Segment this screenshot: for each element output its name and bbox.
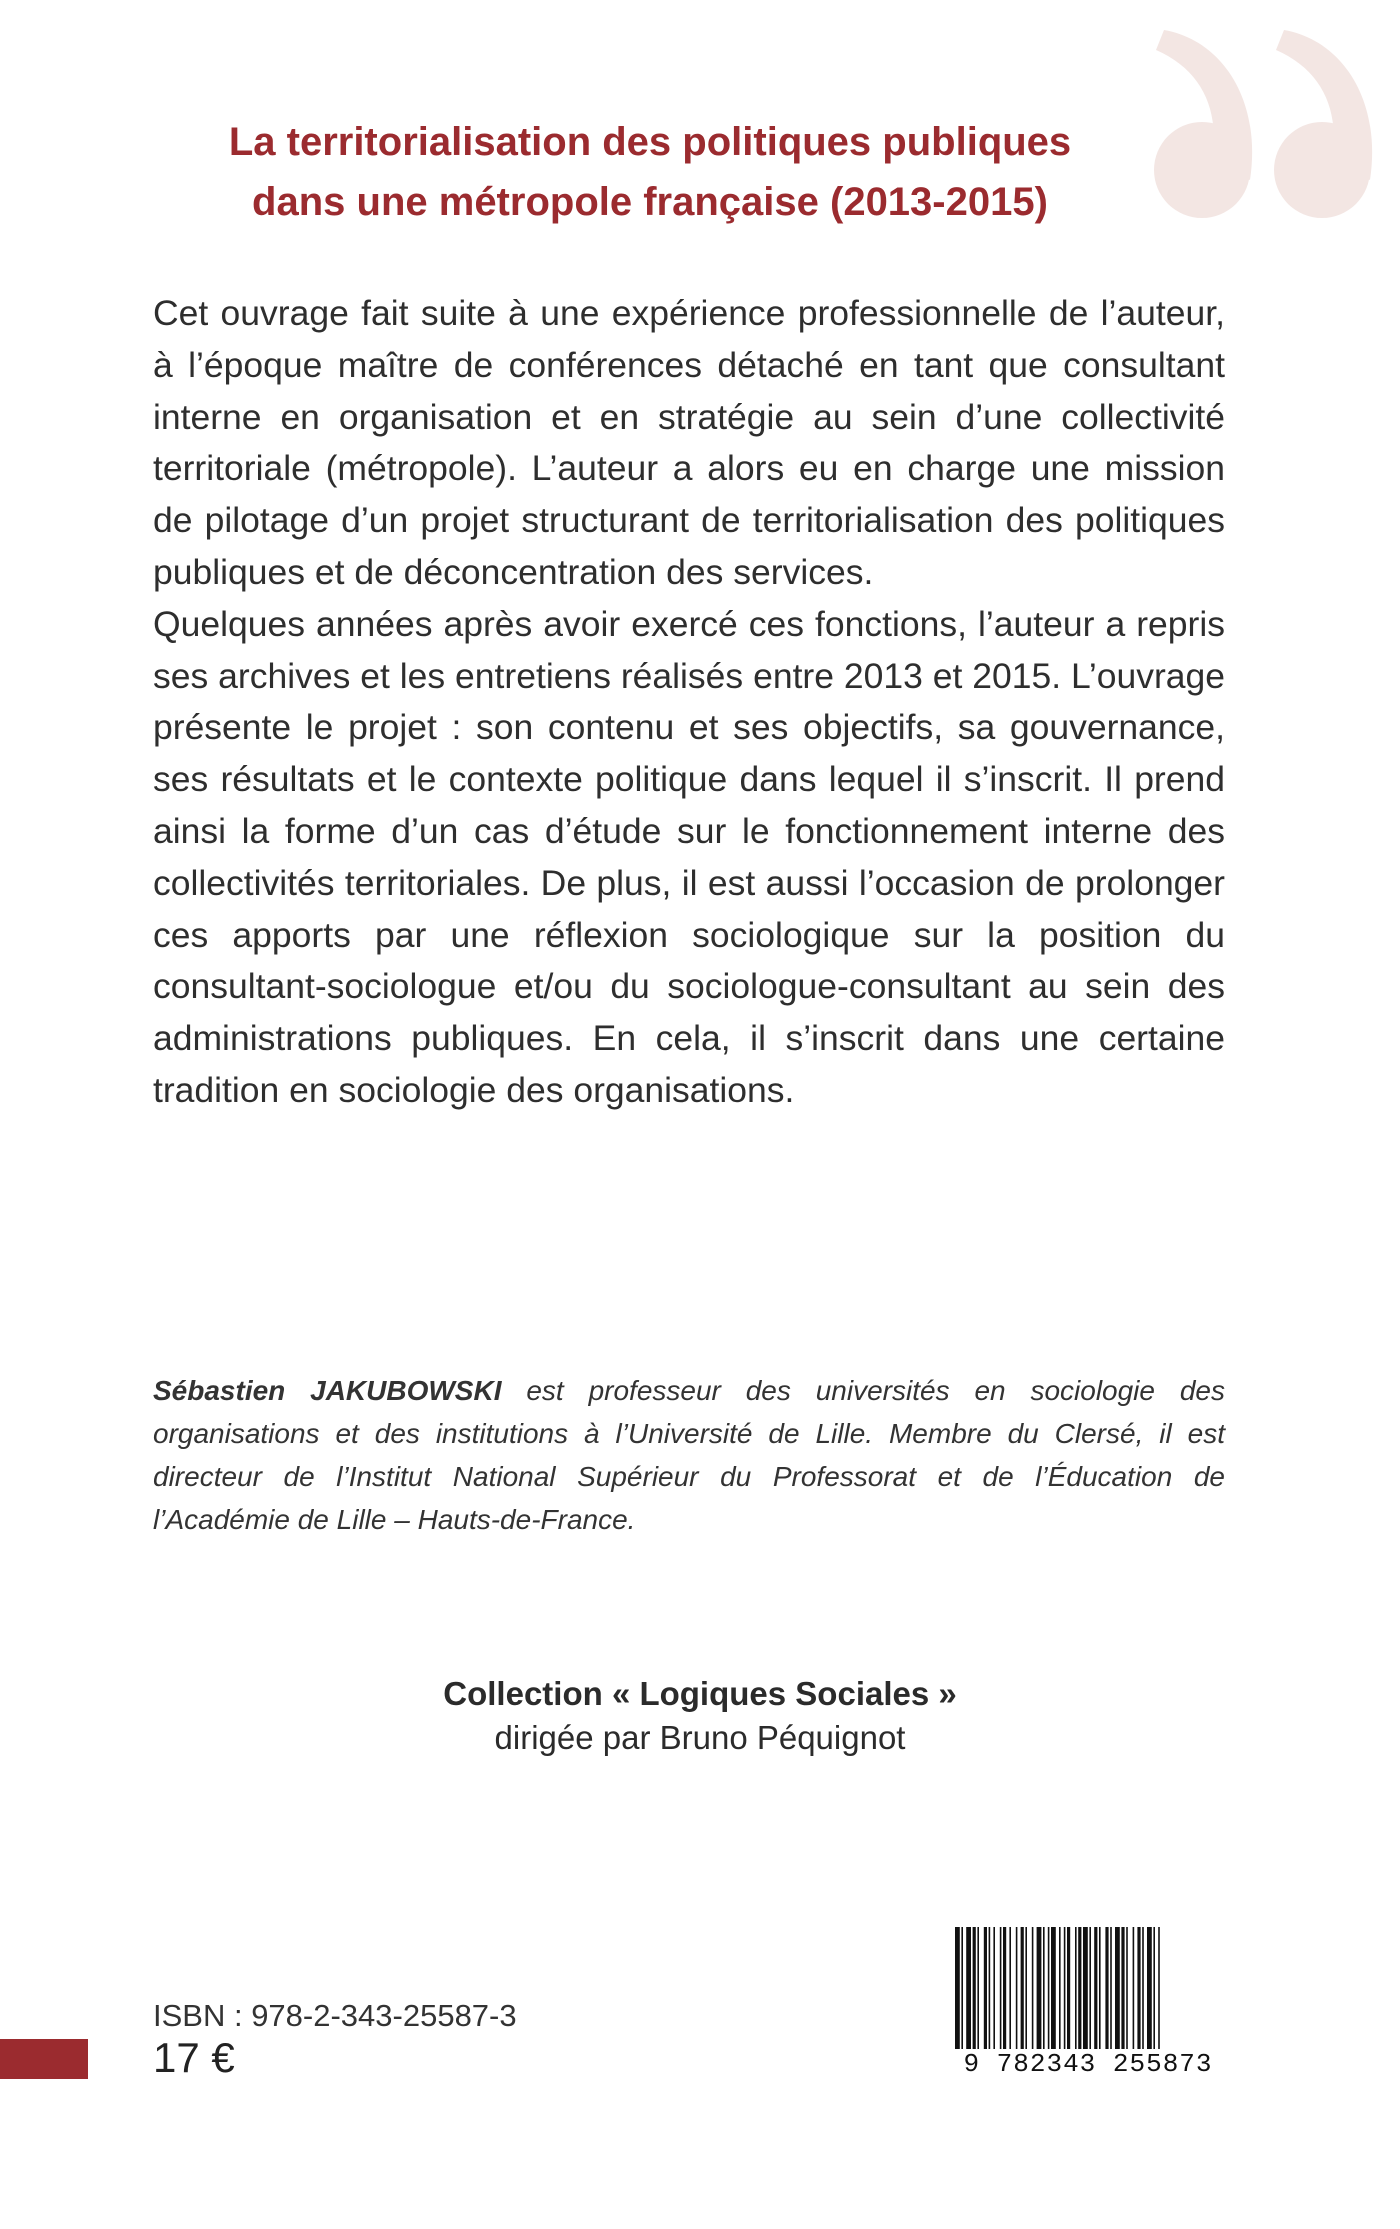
barcode-bar <box>977 1927 979 2051</box>
barcode <box>953 1927 1223 2087</box>
barcode-bar <box>1099 1927 1101 2051</box>
price-accent-bar <box>0 2039 88 2079</box>
book-title-line-2: dans une métropole française (2013-2015) <box>252 180 1048 224</box>
isbn: ISBN : 978-2-343-25587-3 <box>153 1998 517 2033</box>
barcode-bar <box>973 1927 976 2051</box>
barcode-bar <box>1059 1927 1061 2051</box>
author-bio-text: est professeur des universités en sociologie des organisations et des institutions à l’Université de Lille. Membre du Clersé, il est directeur de l’Institut National Supérieur du Professorat et de l’Éducation de l’Académie de Lille – Hauts-de-France. <box>153 1375 1225 1535</box>
barcode-bar <box>1126 1927 1128 2051</box>
barcode-bar <box>1064 1927 1066 2051</box>
barcode-bar <box>1009 1927 1011 2051</box>
barcode-bar <box>1094 1927 1097 2051</box>
barcode-bar <box>993 1927 995 2051</box>
barcode-bar <box>1032 1927 1034 2051</box>
barcode-bar <box>1067 1927 1070 2051</box>
barcode-bar <box>1110 1927 1112 2051</box>
barcode-bar <box>989 1927 991 2051</box>
closing-quote-icon <box>1142 10 1382 260</box>
barcode-bar <box>1121 1927 1124 2051</box>
book-title-line-1: La territorialisation des politiques publiques <box>228 120 1072 164</box>
barcode-bar <box>1083 1927 1088 2051</box>
barcode-bar <box>1133 1927 1135 2051</box>
barcode-bar <box>1147 1927 1152 2051</box>
barcode-bar <box>1078 1927 1081 2051</box>
barcode-bar <box>1003 1927 1006 2051</box>
barcode-bar <box>1142 1927 1144 2051</box>
barcode-icon <box>953 1927 1223 2051</box>
collection-info <box>0 1672 1400 1760</box>
barcode-bar <box>1075 1927 1077 2051</box>
author-bio <box>153 1369 1225 1541</box>
summary-paragraph-1: Cet ouvrage fait suite à une expérience professionnelle de l’auteur, à l’époque maître de conférences détaché en tant que consultant interne en organisation et en stratégie au sein d’une collectivité territoriale (métropole). L’auteur a alors eu en charge une mission de pilotage d’un projet structurant de territorialisation des politiques publiques et de déconcentration des services. <box>153 293 1225 592</box>
barcode-bar <box>1000 1927 1002 2051</box>
barcode-bar <box>1158 1927 1160 2051</box>
barcode-bar <box>1051 1927 1056 2051</box>
barcode-bar <box>966 1927 971 2051</box>
barcode-bar <box>1016 1927 1018 2051</box>
barcode-bar <box>1043 1927 1045 2051</box>
barcode-bar <box>1153 1927 1155 2051</box>
barcode-bar <box>1115 1927 1120 2051</box>
barcode-bar <box>1037 1927 1042 2051</box>
barcode-bar <box>1048 1927 1050 2051</box>
collection-name: Collection « Logiques Sociales » <box>443 1675 957 1712</box>
barcode-bar <box>1025 1927 1027 2051</box>
summary-paragraph-2: Quelques années après avoir exercé ces fonctions, l’auteur a repris ses archives et les entretiens réalisés entre 2013 et 2015. L’ouvrage présente le projet : son contenu et ses objectifs, sa gouvernance, ses résultats et le contexte politique dans lequel il s’inscrit. Il prend ainsi la forme d’un cas d’étude sur le fonctionnement interne des collectivités territoriales. De plus, il est aussi l’occasion de prolonger ces apports par une réflexion sociologique sur la position du consultant-sociologue et/ou du sociologue-consultant au sein des administrations publiques. En cela, il s’inscrit dans une certaine tradition en sociologie des organisations. <box>153 603 1225 1110</box>
barcode-bar <box>1021 1927 1024 2051</box>
barcode-bar <box>1105 1927 1108 2051</box>
book-summary <box>153 288 1225 1117</box>
barcode-bar <box>984 1927 987 2051</box>
barcode-bar <box>1089 1927 1091 2051</box>
book-title <box>140 112 1160 232</box>
barcode-bar <box>955 1927 960 2051</box>
collection-director: dirigée par Bruno Péquignot <box>494 1719 906 1756</box>
barcode-bar <box>961 1927 963 2051</box>
barcode-number: 9 782343 255873 <box>953 2049 1223 2079</box>
author-name: Sébastien JAKUBOWSKI <box>153 1375 502 1406</box>
price: 17 € <box>153 2034 235 2081</box>
barcode-bar <box>1137 1927 1140 2051</box>
